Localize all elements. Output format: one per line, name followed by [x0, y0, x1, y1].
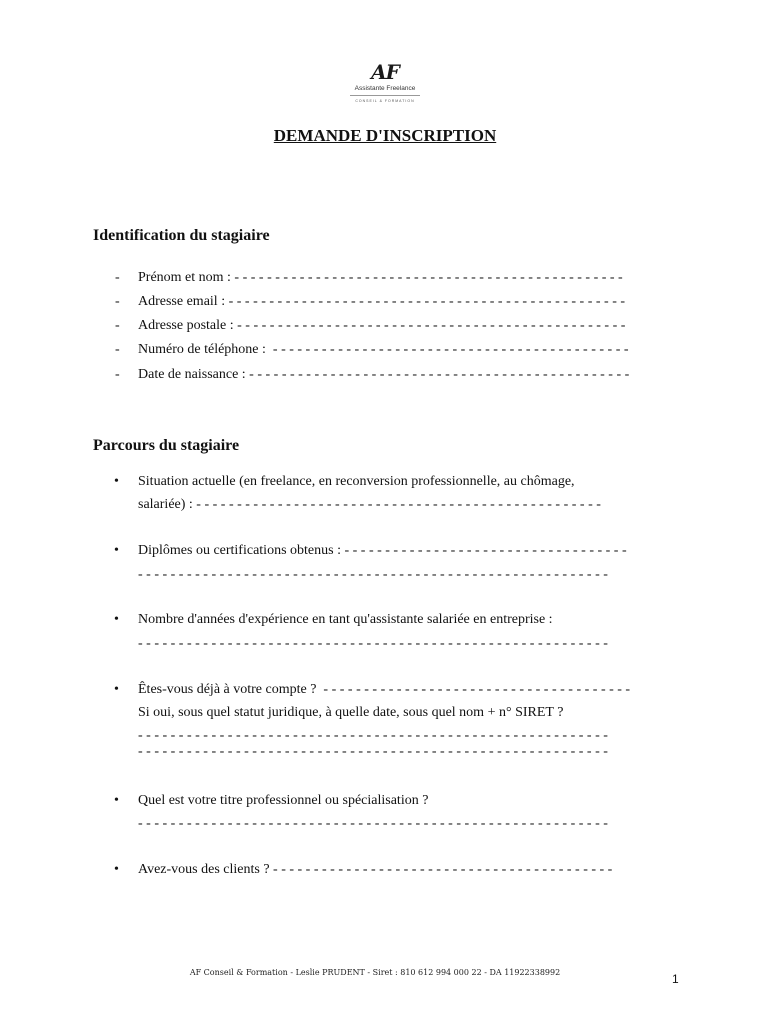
- field-email[interactable]: Adresse email : - - - - - - - - - - - - - - - - - - - - - - - - - - - - - - - - - - - - - - - - - - - - - - - - -: [138, 294, 626, 309]
- list-marker: -: [115, 318, 120, 333]
- answer-line[interactable]: - - - - - - - - - - - - - - - - - - - - - - - - - - - - - - - - - - - - - - - - - - - - - - - - - - - - - - - - - -: [138, 816, 608, 831]
- section-heading-parcours: Parcours du stagiaire: [93, 437, 240, 454]
- answer-line[interactable]: - - - - - - - - - - - - - - - - - - - - - - - - - - - - - - - - - - - - - - - - - - - - - - - - - - - - - - - - - -: [138, 567, 608, 582]
- list-bullet: •: [114, 862, 119, 877]
- page-number: 1: [672, 972, 679, 986]
- answer-line[interactable]: - - - - - - - - - - - - - - - - - - - - - - - - - - - - - - - - - - - - - - - - - - - - - - - - - - - - - - - - - -: [138, 728, 608, 743]
- question-diplomas[interactable]: Diplômes ou certifications obtenus : - - - - - - - - - - - - - - - - - - - - - - - - - - - - - - - - - - -: [138, 543, 627, 558]
- list-bullet: •: [114, 474, 119, 489]
- section-heading-identification: Identification du stagiaire: [93, 227, 270, 244]
- answer-line[interactable]: salariée) : - - - - - - - - - - - - - - - - - - - - - - - - - - - - - - - - - - - - - - - - - - - - - - - - - -: [138, 497, 601, 512]
- field-birth-date[interactable]: Date de naissance : - - - - - - - - - - - - - - - - - - - - - - - - - - - - - - - - - - - - - - - - - - - - - - -: [138, 367, 630, 382]
- logo-mark: AF: [371, 60, 399, 84]
- list-marker: -: [115, 367, 120, 382]
- field-phone-number[interactable]: Numéro de téléphone : - - - - - - - - - - - - - - - - - - - - - - - - - - - - - - - - - - - - - - - - - - - -: [138, 342, 629, 357]
- logo-divider: [350, 95, 420, 96]
- field-full-name[interactable]: Prénom et nom : - - - - - - - - - - - - - - - - - - - - - - - - - - - - - - - - - - - - - - - - - - - - - - - -: [138, 270, 623, 285]
- page-footer: AF Conseil & Formation - Leslie PRUDENT - Siret : 810 612 994 000 22 - DA 11922338992: [189, 968, 561, 977]
- question-professional-title: Quel est votre titre professionnel ou spécialisation ?: [138, 793, 429, 808]
- logo-tagline: CONSEIL & FORMATION: [355, 99, 415, 103]
- list-marker: -: [115, 342, 120, 357]
- list-bullet: •: [114, 682, 119, 697]
- answer-line[interactable]: - - - - - - - - - - - - - - - - - - - - - - - - - - - - - - - - - - - - - - - - - - - - - - - - - - - - - - - - - -: [138, 636, 608, 651]
- logo-name: Assistante Freelance: [354, 85, 416, 92]
- list-bullet: •: [114, 612, 119, 627]
- field-postal-address[interactable]: Adresse postale : - - - - - - - - - - - - - - - - - - - - - - - - - - - - - - - - - - - - - - - - - - - - - - - -: [138, 318, 626, 333]
- list-marker: -: [115, 270, 120, 285]
- document-title: DEMANDE D'INSCRIPTION: [273, 126, 497, 145]
- answer-line[interactable]: - - - - - - - - - - - - - - - - - - - - - - - - - - - - - - - - - - - - - - - - - - - - - - - - - - - - - - - - - -: [138, 744, 608, 759]
- list-marker: -: [115, 294, 120, 309]
- list-bullet: •: [114, 793, 119, 808]
- list-bullet: •: [114, 543, 119, 558]
- question-self-employed[interactable]: Êtes-vous déjà à votre compte ? - - - - - - - - - - - - - - - - - - - - - - - - - - - - - - - - - - - - - -: [138, 682, 631, 697]
- question-current-situation: Situation actuelle (en freelance, en reconversion professionnelle, au chômage,: [138, 474, 575, 489]
- question-has-clients[interactable]: Avez-vous des clients ? - - - - - - - - - - - - - - - - - - - - - - - - - - - - - - - - - - - - - - - - - -: [138, 862, 613, 877]
- question-years-experience: Nombre d'années d'expérience en tant qu'assistante salariée en entreprise :: [138, 612, 553, 627]
- company-logo: [340, 60, 430, 112]
- question-legal-status: Si oui, sous quel statut juridique, à quelle date, sous quel nom + n° SIRET ?: [138, 705, 564, 720]
